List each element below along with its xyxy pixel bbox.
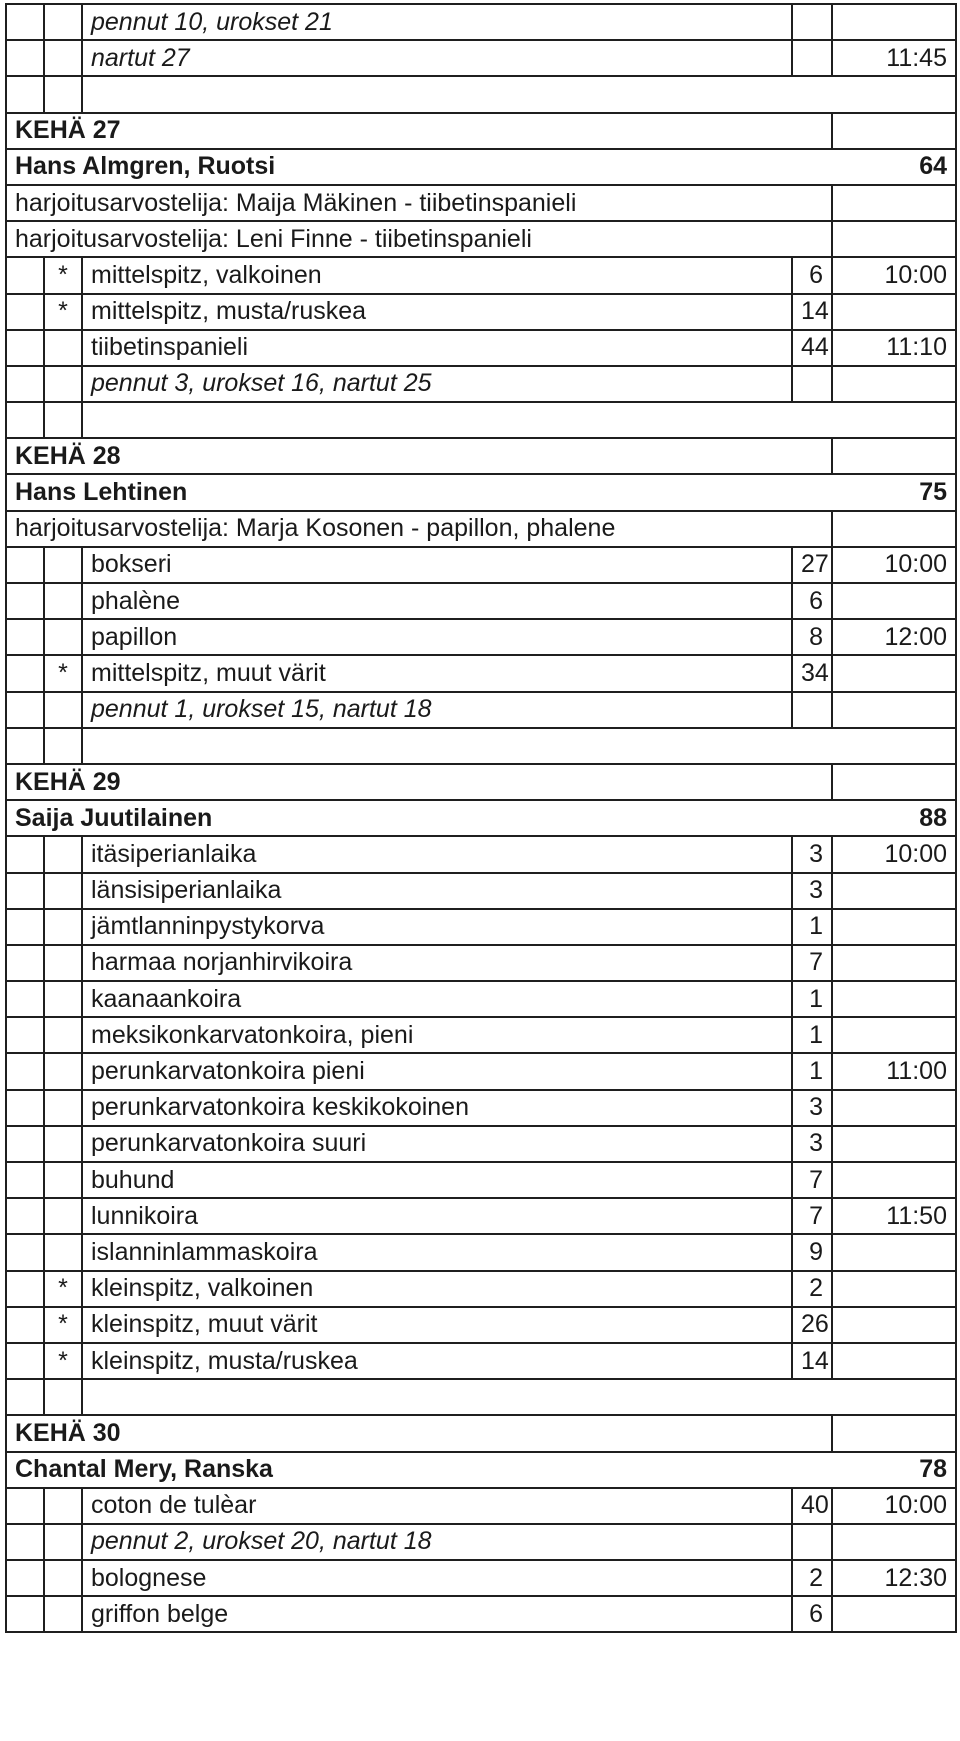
schedule-table xyxy=(5,3,957,1633)
indent-cell xyxy=(6,1198,44,1234)
special-marker: * xyxy=(44,1307,82,1343)
special-marker: * xyxy=(44,655,82,691)
judge-row xyxy=(6,149,956,185)
special-marker: * xyxy=(44,257,82,293)
judge-name: Chantal Mery, Ranska xyxy=(15,1455,273,1484)
entry-count: 3 xyxy=(792,1090,832,1126)
entry-count: 2 xyxy=(792,1271,832,1307)
special-marker xyxy=(44,1162,82,1198)
breed-row xyxy=(6,655,956,691)
start-time: 12:30 xyxy=(832,1560,956,1596)
judge-name: Hans Lehtinen xyxy=(15,478,188,507)
start-time xyxy=(832,945,956,981)
judge-total: 64 xyxy=(919,152,947,181)
indent-cell xyxy=(6,1307,44,1343)
ring-label: KEHÄ 28 xyxy=(6,438,832,474)
breed-name: länsisiperianlaika xyxy=(82,873,792,909)
special-marker xyxy=(44,945,82,981)
ring-label: KEHÄ 27 xyxy=(6,113,832,149)
start-time xyxy=(832,909,956,945)
start-time xyxy=(832,1343,956,1379)
spacer-row xyxy=(6,76,956,112)
breed-name: pennut 1, urokset 15, nartut 18 xyxy=(82,692,792,728)
entry-count: 7 xyxy=(792,1162,832,1198)
start-time: 10:00 xyxy=(832,1488,956,1524)
entry-count: 7 xyxy=(792,1198,832,1234)
breed-row xyxy=(6,1017,956,1053)
indent-cell xyxy=(6,1488,44,1524)
breed-row xyxy=(6,1090,956,1126)
breed-row xyxy=(6,873,956,909)
entry-count: 8 xyxy=(792,619,832,655)
special-marker xyxy=(44,1053,82,1089)
trainee-note: harjoitusarvostelija: Maija Mäkinen - tiibetinspanieli xyxy=(6,185,832,221)
special-marker xyxy=(44,1596,82,1632)
special-marker xyxy=(44,1198,82,1234)
entry-count: 44 xyxy=(792,330,832,366)
breed-name: pennut 10, urokset 21 xyxy=(82,4,792,40)
entry-count: 1 xyxy=(792,981,832,1017)
judge-cell xyxy=(6,474,956,510)
indent-cell xyxy=(6,981,44,1017)
breed-row xyxy=(6,366,956,402)
empty-cell xyxy=(832,185,956,221)
breed-row xyxy=(6,619,956,655)
empty-cell xyxy=(44,76,82,112)
indent-cell xyxy=(6,1090,44,1126)
breed-row xyxy=(6,1596,956,1632)
breed-row xyxy=(6,836,956,872)
trainee-judge-row xyxy=(6,185,956,221)
entry-count xyxy=(792,366,832,402)
start-time xyxy=(832,1234,956,1270)
indent-cell xyxy=(6,945,44,981)
entry-count: 1 xyxy=(792,1017,832,1053)
spacer-row xyxy=(6,402,956,438)
special-marker xyxy=(44,366,82,402)
start-time: 11:50 xyxy=(832,1198,956,1234)
start-time xyxy=(832,655,956,691)
special-marker xyxy=(44,619,82,655)
breed-name: nartut 27 xyxy=(82,40,792,76)
entry-count: 40 xyxy=(792,1488,832,1524)
entry-count: 14 xyxy=(792,294,832,330)
breed-name: bolognese xyxy=(82,1560,792,1596)
breed-row xyxy=(6,4,956,40)
judge-total: 75 xyxy=(919,478,947,507)
special-marker xyxy=(44,1524,82,1560)
start-time xyxy=(832,1126,956,1162)
breed-name: jämtlanninpystykorva xyxy=(82,909,792,945)
judge-name: Hans Almgren, Ruotsi xyxy=(15,152,276,181)
entry-count: 3 xyxy=(792,836,832,872)
start-time xyxy=(832,1271,956,1307)
start-time: 11:10 xyxy=(832,330,956,366)
breed-row xyxy=(6,1560,956,1596)
entry-count: 2 xyxy=(792,1560,832,1596)
start-time: 11:00 xyxy=(832,1053,956,1089)
special-marker: * xyxy=(44,1271,82,1307)
empty-cell xyxy=(82,728,956,764)
special-marker xyxy=(44,1488,82,1524)
entry-count: 14 xyxy=(792,1343,832,1379)
breed-row xyxy=(6,1162,956,1198)
ring-label: KEHÄ 29 xyxy=(6,764,832,800)
breed-name: meksikonkarvatonkoira, pieni xyxy=(82,1017,792,1053)
indent-cell xyxy=(6,40,44,76)
indent-cell xyxy=(6,257,44,293)
indent-cell xyxy=(6,909,44,945)
start-time xyxy=(832,583,956,619)
start-time: 10:00 xyxy=(832,257,956,293)
breed-row xyxy=(6,909,956,945)
empty-cell xyxy=(832,113,956,149)
breed-name: pennut 3, urokset 16, nartut 25 xyxy=(82,366,792,402)
empty-cell xyxy=(832,1415,956,1451)
breed-name: perunkarvatonkoira pieni xyxy=(82,1053,792,1089)
entry-count: 9 xyxy=(792,1234,832,1270)
breed-row xyxy=(6,330,956,366)
indent-cell xyxy=(6,836,44,872)
breed-row xyxy=(6,981,956,1017)
special-marker xyxy=(44,981,82,1017)
judge-row xyxy=(6,1452,956,1488)
start-time xyxy=(832,366,956,402)
ring-header-row xyxy=(6,438,956,474)
special-marker xyxy=(44,1090,82,1126)
breed-name: mittelspitz, muut värit xyxy=(82,655,792,691)
start-time: 10:00 xyxy=(832,836,956,872)
trainee-judge-row xyxy=(6,511,956,547)
indent-cell xyxy=(6,294,44,330)
empty-cell xyxy=(6,728,44,764)
breed-name: islanninlammaskoira xyxy=(82,1234,792,1270)
judge-name: Saija Juutilainen xyxy=(15,803,213,832)
entry-count: 6 xyxy=(792,257,832,293)
empty-cell xyxy=(82,76,956,112)
indent-cell xyxy=(6,1271,44,1307)
special-marker: * xyxy=(44,294,82,330)
empty-cell xyxy=(82,1379,956,1415)
special-marker xyxy=(44,873,82,909)
schedule-body xyxy=(6,4,956,1632)
trainee-judge-row xyxy=(6,221,956,257)
empty-cell xyxy=(6,1379,44,1415)
start-time xyxy=(832,1090,956,1126)
ring-header-row xyxy=(6,113,956,149)
entry-count xyxy=(792,692,832,728)
special-marker xyxy=(44,1126,82,1162)
special-marker xyxy=(44,1234,82,1270)
indent-cell xyxy=(6,619,44,655)
entry-count xyxy=(792,40,832,76)
entry-count xyxy=(792,1524,832,1560)
entry-count: 1 xyxy=(792,909,832,945)
start-time xyxy=(832,873,956,909)
breed-name: harmaa norjanhirvikoira xyxy=(82,945,792,981)
spacer-row xyxy=(6,1379,956,1415)
judge-total: 78 xyxy=(919,1455,947,1484)
empty-cell xyxy=(44,1379,82,1415)
indent-cell xyxy=(6,655,44,691)
judge-total: 88 xyxy=(919,803,947,832)
special-marker xyxy=(44,1560,82,1596)
indent-cell xyxy=(6,1234,44,1270)
breed-row xyxy=(6,692,956,728)
start-time: 10:00 xyxy=(832,547,956,583)
empty-cell xyxy=(6,76,44,112)
entry-count: 26 xyxy=(792,1307,832,1343)
empty-cell xyxy=(6,402,44,438)
breed-name: kaanaankoira xyxy=(82,981,792,1017)
breed-name: phalène xyxy=(82,583,792,619)
breed-name: kleinspitz, muut värit xyxy=(82,1307,792,1343)
judge-row xyxy=(6,800,956,836)
special-marker xyxy=(44,547,82,583)
empty-cell xyxy=(82,402,956,438)
breed-row xyxy=(6,40,956,76)
breed-name: itäsiperianlaika xyxy=(82,836,792,872)
entry-count: 3 xyxy=(792,873,832,909)
special-marker: * xyxy=(44,1343,82,1379)
breed-name: lunnikoira xyxy=(82,1198,792,1234)
entry-count: 6 xyxy=(792,583,832,619)
special-marker xyxy=(44,330,82,366)
breed-row xyxy=(6,1198,956,1234)
empty-cell xyxy=(832,511,956,547)
indent-cell xyxy=(6,1017,44,1053)
indent-cell xyxy=(6,1053,44,1089)
breed-name: buhund xyxy=(82,1162,792,1198)
special-marker xyxy=(44,583,82,619)
indent-cell xyxy=(6,1560,44,1596)
breed-name: kleinspitz, musta/ruskea xyxy=(82,1343,792,1379)
breed-row xyxy=(6,1126,956,1162)
start-time: 12:00 xyxy=(832,619,956,655)
breed-row xyxy=(6,1053,956,1089)
breed-name: tiibetinspanieli xyxy=(82,330,792,366)
breed-row xyxy=(6,1234,956,1270)
empty-cell xyxy=(44,402,82,438)
special-marker xyxy=(44,40,82,76)
entry-count: 3 xyxy=(792,1126,832,1162)
start-time xyxy=(832,1307,956,1343)
breed-row xyxy=(6,294,956,330)
indent-cell xyxy=(6,583,44,619)
spacer-row xyxy=(6,728,956,764)
indent-cell xyxy=(6,692,44,728)
empty-cell xyxy=(832,764,956,800)
start-time xyxy=(832,1162,956,1198)
ring-label: KEHÄ 30 xyxy=(6,1415,832,1451)
start-time: 11:45 xyxy=(832,40,956,76)
breed-row xyxy=(6,1343,956,1379)
special-marker xyxy=(44,4,82,40)
breed-row xyxy=(6,1488,956,1524)
start-time xyxy=(832,692,956,728)
entry-count: 27 xyxy=(792,547,832,583)
indent-cell xyxy=(6,1162,44,1198)
indent-cell xyxy=(6,330,44,366)
ring-header-row xyxy=(6,1415,956,1451)
breed-name: mittelspitz, musta/ruskea xyxy=(82,294,792,330)
start-time xyxy=(832,1524,956,1560)
judge-row xyxy=(6,474,956,510)
breed-name: perunkarvatonkoira suuri xyxy=(82,1126,792,1162)
breed-row xyxy=(6,1307,956,1343)
breed-row xyxy=(6,583,956,619)
breed-name: kleinspitz, valkoinen xyxy=(82,1271,792,1307)
indent-cell xyxy=(6,366,44,402)
start-time xyxy=(832,294,956,330)
start-time xyxy=(832,981,956,1017)
special-marker xyxy=(44,836,82,872)
entry-count: 1 xyxy=(792,1053,832,1089)
empty-cell xyxy=(832,221,956,257)
breed-name: bokseri xyxy=(82,547,792,583)
breed-row xyxy=(6,945,956,981)
indent-cell xyxy=(6,547,44,583)
indent-cell xyxy=(6,1126,44,1162)
start-time xyxy=(832,4,956,40)
special-marker xyxy=(44,1017,82,1053)
breed-row xyxy=(6,1524,956,1560)
entry-count: 7 xyxy=(792,945,832,981)
indent-cell xyxy=(6,1343,44,1379)
breed-name: griffon belge xyxy=(82,1596,792,1632)
trainee-note: harjoitusarvostelija: Marja Kosonen - papillon, phalene xyxy=(6,511,832,547)
trainee-note: harjoitusarvostelija: Leni Finne - tiibetinspanieli xyxy=(6,221,832,257)
empty-cell xyxy=(44,728,82,764)
judge-cell xyxy=(6,800,956,836)
empty-cell xyxy=(832,438,956,474)
indent-cell xyxy=(6,4,44,40)
breed-name: mittelspitz, valkoinen xyxy=(82,257,792,293)
judge-cell xyxy=(6,1452,956,1488)
special-marker xyxy=(44,909,82,945)
breed-name: papillon xyxy=(82,619,792,655)
start-time xyxy=(832,1017,956,1053)
breed-name: coton de tulèar xyxy=(82,1488,792,1524)
indent-cell xyxy=(6,1524,44,1560)
breed-row xyxy=(6,1271,956,1307)
indent-cell xyxy=(6,1596,44,1632)
breed-row xyxy=(6,257,956,293)
entry-count xyxy=(792,4,832,40)
ring-header-row xyxy=(6,764,956,800)
entry-count: 34 xyxy=(792,655,832,691)
indent-cell xyxy=(6,873,44,909)
judge-cell xyxy=(6,149,956,185)
special-marker xyxy=(44,692,82,728)
entry-count: 6 xyxy=(792,1596,832,1632)
start-time xyxy=(832,1596,956,1632)
breed-name: perunkarvatonkoira keskikokoinen xyxy=(82,1090,792,1126)
breed-name: pennut 2, urokset 20, nartut 18 xyxy=(82,1524,792,1560)
breed-row xyxy=(6,547,956,583)
